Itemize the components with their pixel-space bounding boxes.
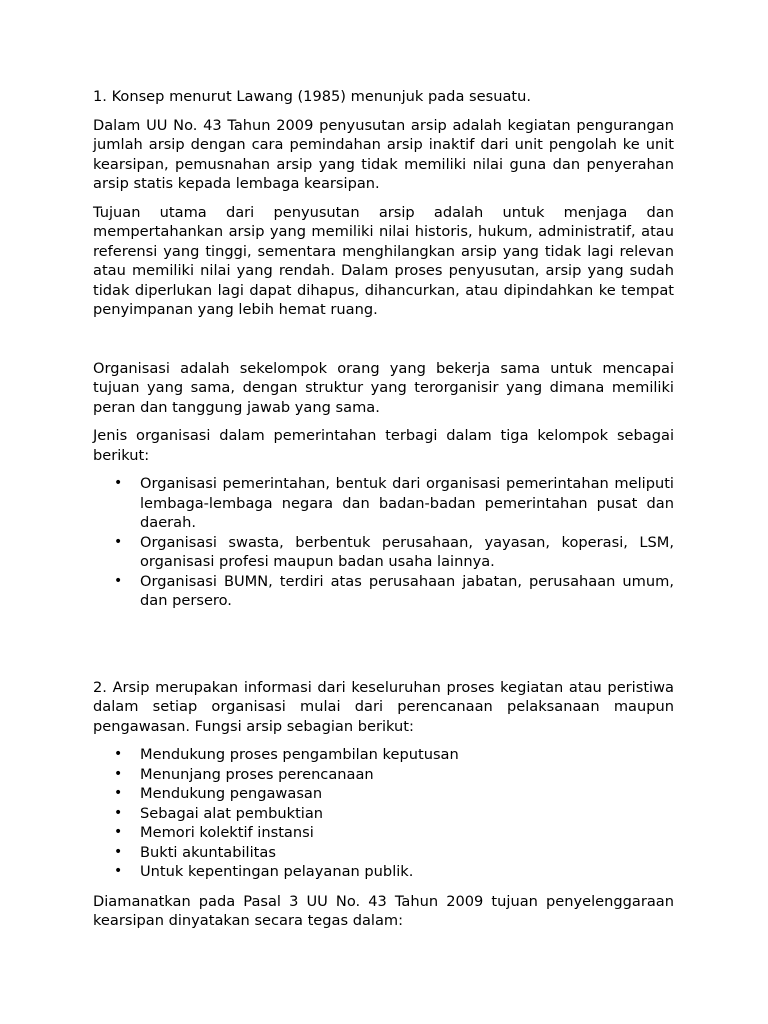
bullet-icon: •	[114, 824, 123, 840]
list-item: • Bukti akuntabilitas	[114, 843, 276, 861]
list-item: • Organisasi BUMN, terdiri atas perusahaan jabatan, perusahaan umum, dan persero.	[114, 572, 674, 609]
section1-paragraph-types-intro: Jenis organisasi dalam pemerintahan terbagi dalam tiga kelompok sebagai berikut:	[93, 427, 674, 464]
section2-paragraph-archive: 2. Arsip merupakan informasi dari keseluruhan proses kegiatan atau peristiwa dalam setiap organisasi mulai dari perencanaan pelaksanaan maupun pengawasan. Fungsi arsip sebagian berikut:	[93, 678, 674, 735]
list-item: • Untuk kepentingan pelayanan publik.	[114, 863, 414, 880]
bullet-icon: •	[114, 863, 123, 879]
list-item: • Organisasi pemerintahan, bentuk dari organisasi pemerintahan meliputi lembaga-lembaga negara dan badan-badan pemerintahan pusat dan daerah.	[114, 475, 674, 531]
organization-types-list	[93, 474, 674, 611]
bullet-icon: •	[114, 746, 123, 762]
list-item: • Sebagai alat pembuktian	[114, 804, 324, 822]
bullet-icon: •	[114, 785, 123, 801]
section2-paragraph-mandate: Diamanatkan pada Pasal 3 UU No. 43 Tahun 2009 tujuan penyelenggaraan kearsipan dinyatakan secara tegas dalam:	[93, 892, 674, 929]
bullet-icon: •	[114, 533, 123, 550]
list-item: • Memori kolektif instansi	[114, 824, 314, 841]
bullet-icon: •	[114, 804, 123, 821]
document-page	[93, 87, 674, 940]
list-item: • Organisasi swasta, berbentuk perusahaan, yayasan, koperasi, LSM, organisasi profesi maupun badan usaha lainnya.	[114, 533, 674, 570]
section1-heading: 1. Konsep menurut Lawang (1985) menunjuk pada sesuatu.	[93, 88, 532, 105]
section1-paragraph-definition: Dalam UU No. 43 Tahun 2009 penyusutan arsip adalah kegiatan pengurangan jumlah arsip dengan cara pemindahan arsip inaktif dari unit pengolah ke unit kearsipan, pemusnahan arsip yang tidak memiliki nilai guna dan penyerahan arsip statis kepada lembaga kearsipan.	[93, 116, 674, 192]
bullet-icon: •	[114, 475, 123, 491]
bullet-icon: •	[114, 572, 123, 589]
list-item: • Mendukung proses pengambilan keputusan	[114, 746, 459, 763]
bullet-icon: •	[114, 765, 123, 782]
section1-paragraph-purpose: Tujuan utama dari penyusutan arsip adalah untuk menjaga dan mempertahankan arsip yang memiliki nilai historis, hukum, administratif, atau referensi yang tinggi, sementara menghilangkan arsip yang tidak lagi relevan atau memiliki nilai yang rendah. Dalam proses penyusutan, arsip yang sudah tidak diperlukan lagi dapat dihapus, dihancurkan, atau dipindahkan ke tempat penyimpanan yang lebih hemat ruang.	[93, 203, 674, 318]
list-item: • Menunjang proses perencanaan	[114, 765, 374, 783]
spacer	[93, 620, 674, 678]
section1-paragraph-organization: Organisasi adalah sekelompok orang yang bekerja sama untuk mencapai tujuan yang sama, dengan struktur yang terorganisir yang dimana memiliki peran dan tanggung jawab yang sama.	[93, 359, 674, 416]
archive-functions-list	[93, 745, 674, 882]
list-item: • Mendukung pengawasan	[114, 785, 323, 802]
bullet-icon: •	[114, 843, 123, 860]
spacer	[93, 329, 674, 359]
